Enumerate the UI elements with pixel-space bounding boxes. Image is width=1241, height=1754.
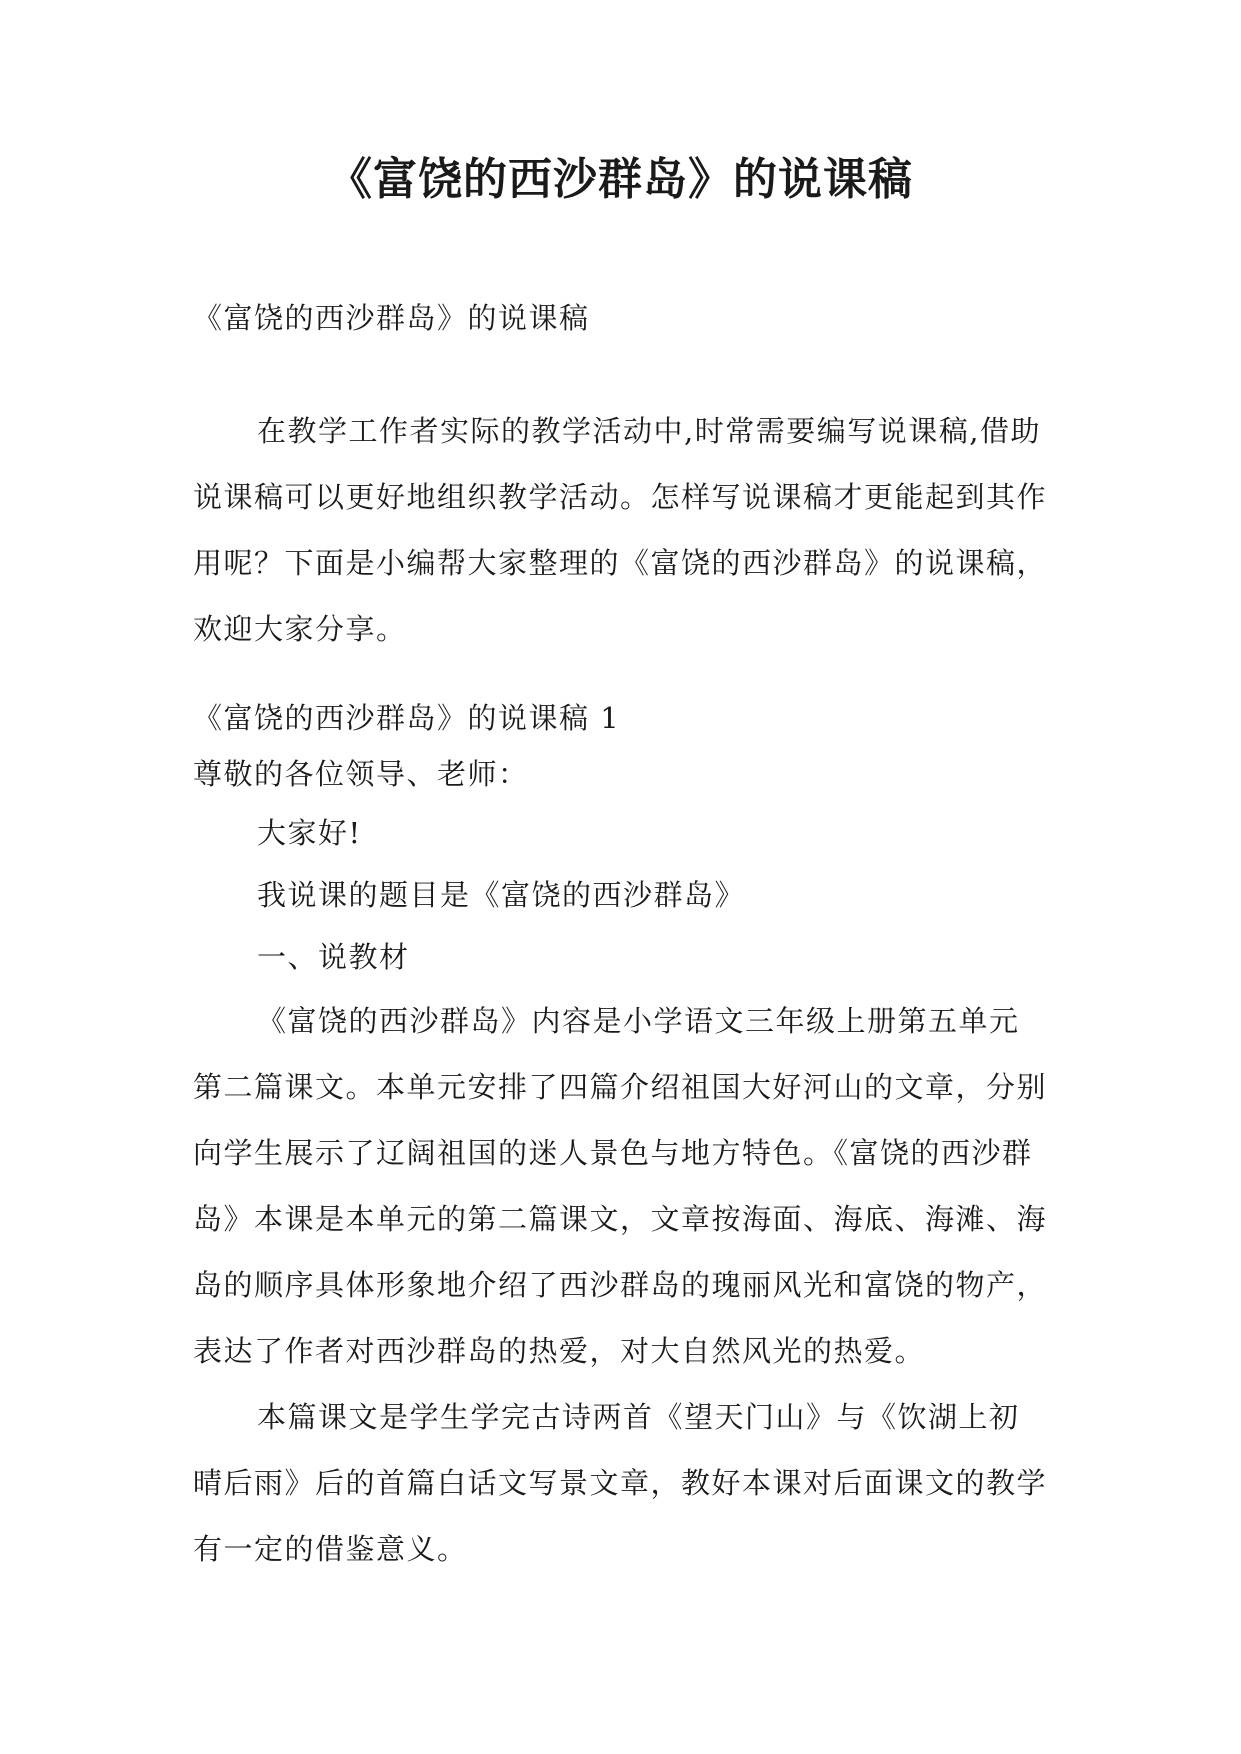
document-subtitle: 《富饶的西沙群岛》的说课稿 [193, 301, 590, 335]
greeting-line: 尊敬的各位领导、老师： [193, 757, 529, 791]
intro-paragraph: 在教学工作者实际的教学活动中,时常需要编写说课稿,借助说课稿可以更好地组织教学活动。怎样写说课稿才更能起到其作用呢？下面是小编帮大家整理的《富饶的西沙群岛》的说课稿，欢迎大家分享。 [193, 414, 1048, 646]
document-title: 《富饶的西沙群岛》的说课稿 [328, 154, 913, 205]
topic-line: 我说课的题目是《富饶的西沙群岛》 [257, 878, 746, 912]
hello-line: 大家好! [257, 816, 362, 850]
section-heading: 《富饶的西沙群岛》的说课稿 1 [193, 701, 621, 735]
intro-block [193, 398, 1048, 662]
body-paragraph-2: 本篇课文是学生学完古诗两首《望天门山》与《饮湖上初晴后雨》后的首篇白话文写景文章，教好本课对后面课文的教学有一定的借鉴意义。 [193, 1400, 1048, 1566]
subtitle-block [193, 285, 1048, 351]
section-1 [193, 690, 1048, 1582]
part1-heading: 一、说教材 [257, 940, 410, 974]
body-paragraph-1: 《富饶的西沙群岛》内容是小学语文三年级上册第五单元第二篇课文。本单元安排了四篇介绍祖国大好河山的文章，分别向学生展示了辽阔祖国的迷人景色与地方特色。《富饶的西沙群岛》本课是本单元的第二篇课文，文章按海面、海底、海滩、海岛的顺序具体形象地介绍了西沙群岛的瑰丽风光和富饶的物产，表达了作者对西沙群岛的热爱，对大自然风光的热爱。 [193, 1004, 1048, 1368]
